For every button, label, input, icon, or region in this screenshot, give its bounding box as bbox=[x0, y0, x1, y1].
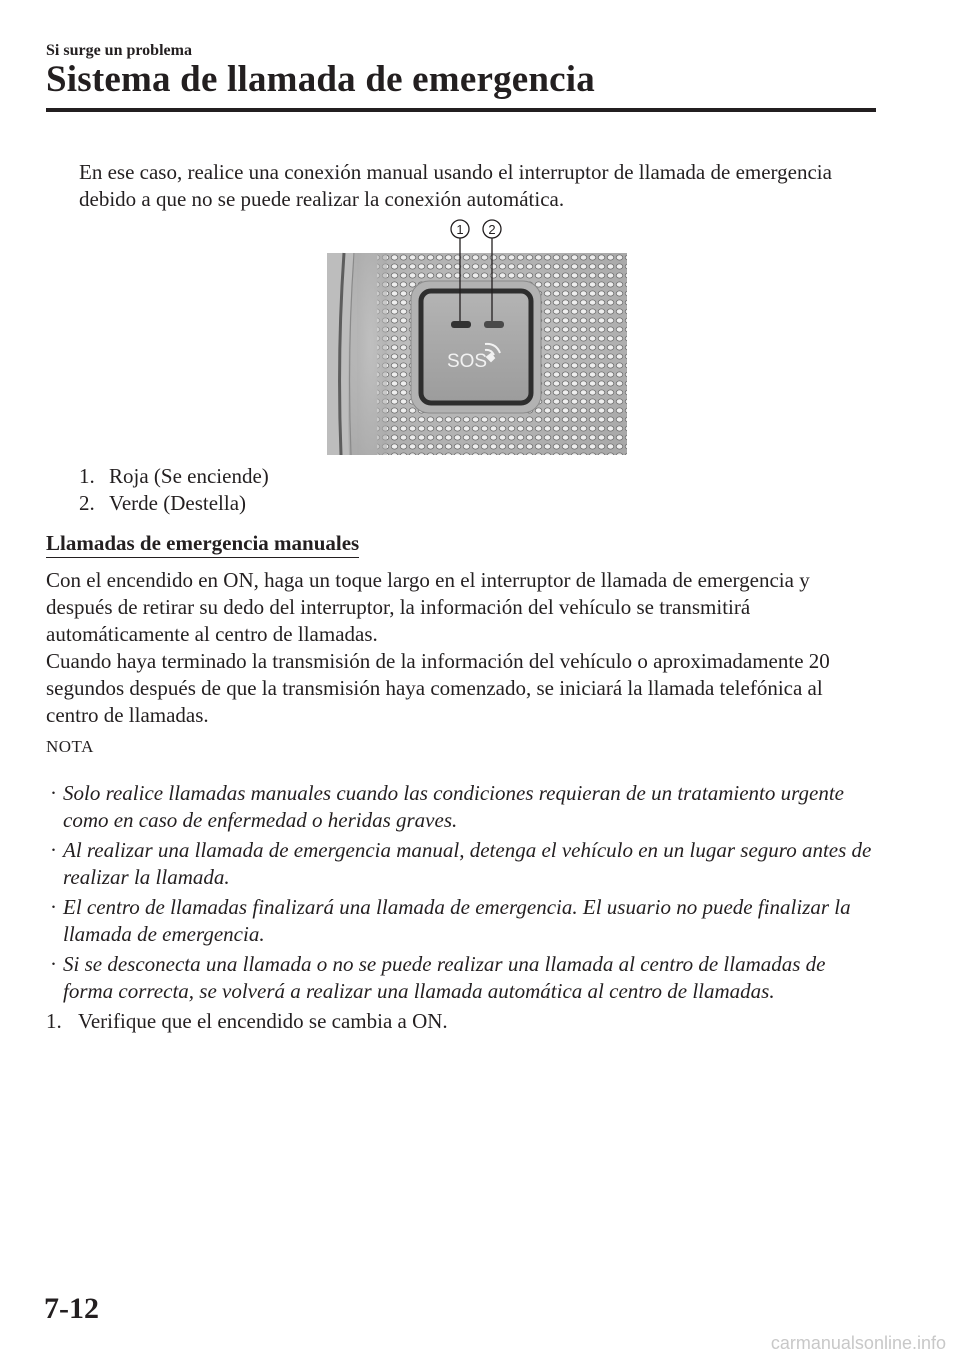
title-divider bbox=[46, 108, 876, 112]
body-paragraph-1: Con el encendido en ON, haga un toque largo en el interruptor de llamada de emergencia y después de retirar su dedo del interruptor, la información del vehículo se transmitirá automáticamente al centro de llamadas. bbox=[46, 568, 810, 646]
green-indicator bbox=[484, 321, 504, 328]
nota-list bbox=[48, 780, 878, 1008]
nota-item-text: Solo realice llamadas manuales cuando las condiciones requieran de un tratamiento urgente como en caso de enfermedad o heridas graves. bbox=[63, 781, 844, 832]
sos-label: SOS bbox=[446, 351, 488, 372]
nota-item: · El centro de llamadas finalizará una llamada de emergencia. El usuario no puede finalizar la llamada de emergencia. bbox=[50, 895, 851, 946]
subheading: Llamadas de emergencia manuales bbox=[46, 530, 359, 558]
callout-2 bbox=[483, 220, 501, 238]
nota-item: · Al realizar una llamada de emergencia manual, detenga el vehículo en un lugar seguro antes de realizar la llamada. bbox=[50, 838, 872, 889]
step-number: 1. bbox=[46, 1009, 62, 1033]
nota-item: · Solo realice llamadas manuales cuando las condiciones requieran de un tratamiento urgente como en caso de enfermedad o heridas graves. bbox=[50, 781, 844, 832]
nota-item-text: Al realizar una llamada de emergencia manual, detenga el vehículo en un lugar seguro antes de realizar la llamada. bbox=[63, 838, 872, 889]
callout-1 bbox=[451, 220, 469, 238]
page-number: 7-12 bbox=[44, 1292, 99, 1325]
legend-item bbox=[79, 463, 479, 490]
legend-number: 1. bbox=[79, 464, 95, 488]
step-item bbox=[46, 1008, 846, 1035]
red-indicator bbox=[451, 321, 471, 328]
body-paragraph-2: Cuando haya terminado la transmisión de la información del vehículo o aproximadamente 20 segundos después de que la transmisión haya comenzado, se iniciará la llamada telefónica al centro de llamadas. bbox=[46, 649, 830, 727]
legend-number: 2. bbox=[79, 491, 95, 515]
body-text bbox=[46, 567, 876, 729]
legend-item bbox=[79, 490, 479, 517]
watermark: carmanualsonline.info bbox=[770, 1333, 946, 1353]
nota-item-text: El centro de llamadas finalizará una llamada de emergencia. El usuario no puede finalizar la llamada de emergencia. bbox=[63, 895, 851, 946]
figure-legend bbox=[79, 463, 479, 517]
page-title: Sistema de llamada de emergencia bbox=[46, 59, 595, 100]
legend-text: Roja (Se enciende) bbox=[109, 464, 269, 488]
legend-text: Verde (Destella) bbox=[109, 491, 247, 515]
section-kicker: Si surge un problema bbox=[46, 42, 192, 59]
svg-text:1: 1 bbox=[456, 222, 464, 237]
intro-paragraph: En ese caso, realice una conexión manual usando el interruptor de llamada de emergencia debido a que no se puede realizar la conexión automática. bbox=[79, 160, 832, 211]
nota-item: · Si se desconecta una llamada o no se puede realizar una llamada al centro de llamadas de forma correcta, se volverá a realizar una llamada automática al centro de llamadas. bbox=[50, 952, 826, 1003]
photo-area bbox=[327, 253, 627, 455]
sos-switch-illustration bbox=[327, 215, 627, 455]
sos-button bbox=[421, 291, 531, 403]
nota-item-text: Si se desconecta una llamada o no se puede realizar una llamada al centro de llamadas de forma correcta, se volverá a realizar una llamada automática al centro de llamadas. bbox=[63, 952, 826, 1003]
step-text: Verifique que el encendido se cambia a ON. bbox=[78, 1009, 448, 1033]
nota-label: NOTA bbox=[46, 737, 94, 756]
sos-switch-figure bbox=[327, 215, 627, 455]
svg-text:2: 2 bbox=[488, 222, 496, 237]
